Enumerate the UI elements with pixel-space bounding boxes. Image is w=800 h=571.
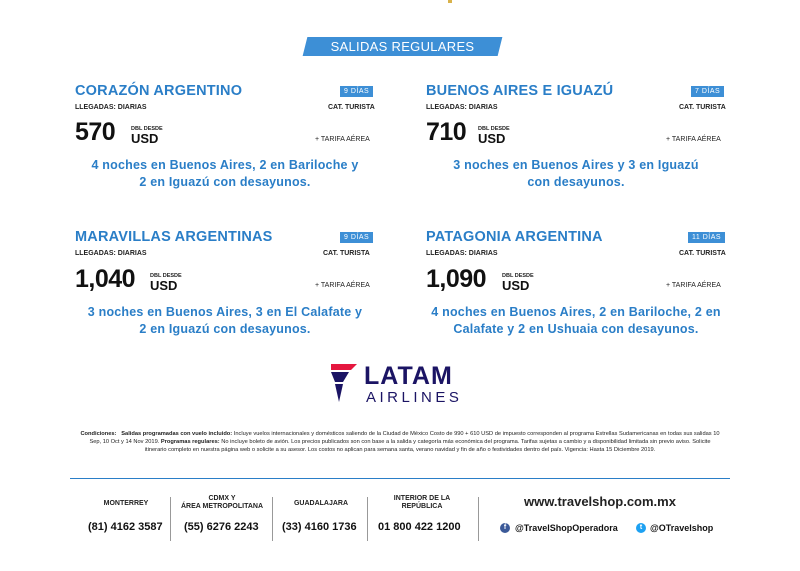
- contact-city: [86, 500, 166, 508]
- conditions-body: Incluye vuelos internacionales y domésticos saliendo de la Ciudad de México Costo de 990 + 610 USD de impuesto corresponden al programa Estrellas Sudamericanas en todas sus salidas 10 Sep, 10 Oct y 14 Nov 2019.: [89, 431, 720, 445]
- price-note: DBL DESDE: [478, 126, 510, 132]
- facebook-handle[interactable]: @TravelShopOperadora: [515, 523, 618, 533]
- top-decoration: [448, 0, 452, 3]
- conditions-label: Programas regulares:: [160, 439, 220, 445]
- days-badge: 9 DÍAS: [340, 86, 373, 97]
- package-title: PATAGONIA ARGENTINA: [426, 229, 603, 245]
- latam-logo-icon: [329, 362, 361, 404]
- airfare-note: + TARIFA AÉREA: [315, 282, 370, 289]
- column-divider: [367, 497, 368, 541]
- airfare-note: + TARIFA AÉREA: [666, 136, 721, 143]
- contact-phone[interactable]: (55) 6276 2243: [184, 521, 259, 533]
- contact-city-line: ÁREA METROPOLITANA: [180, 503, 264, 510]
- conditions-label: Salidas programadas con vuelo incluido:: [121, 431, 233, 437]
- description-line: 3 noches en Buenos Aires y 3 en Iguazú: [453, 158, 699, 172]
- days-badge: 9 DÍAS: [340, 232, 373, 243]
- price-value: 1,090: [426, 265, 487, 293]
- category-label: CAT. TURISTA: [679, 250, 726, 257]
- twitter-icon[interactable]: t: [636, 523, 646, 533]
- column-divider: [478, 497, 479, 541]
- price-note: DBL DESDE: [502, 273, 534, 279]
- package-title: CORAZÓN ARGENTINO: [75, 83, 243, 99]
- airlines-wordmark: AIRLINES: [366, 389, 463, 406]
- currency-label: USD: [502, 278, 530, 293]
- currency-label: USD: [131, 131, 159, 146]
- description-line: 4 noches en Buenos Aires, 2 en Bariloche, 2 en: [431, 305, 721, 319]
- description-line: con desayunos.: [527, 175, 625, 189]
- contact-phone[interactable]: 01 800 422 1200: [378, 521, 461, 533]
- arrivals-label: LLEGADAS: DIARIAS: [426, 104, 498, 111]
- currency-label: USD: [150, 278, 178, 293]
- contact-city: [176, 495, 268, 511]
- arrivals-label: LLEGADAS: DIARIAS: [75, 250, 147, 257]
- contact-phone[interactable]: (81) 4162 3587: [88, 521, 163, 533]
- footer-divider: [70, 478, 730, 479]
- website-link[interactable]: www.travelshop.com.mx: [524, 494, 676, 509]
- price-value: 570: [75, 118, 116, 146]
- category-label: CAT. TURISTA: [323, 250, 370, 257]
- description-line: 3 noches en Buenos Aires, 3 en El Calafate y: [87, 305, 363, 319]
- description-line: 2 en Iguazú con desayunos.: [139, 175, 311, 189]
- contact-city: [280, 500, 362, 508]
- column-divider: [170, 497, 171, 541]
- arrivals-label: LLEGADAS: DIARIAS: [75, 104, 147, 111]
- facebook-icon[interactable]: f: [500, 523, 510, 533]
- package-description: [75, 157, 375, 191]
- contact-city-line: GUADALAJARA: [293, 500, 349, 507]
- arrivals-label: LLEGADAS: DIARIAS: [426, 250, 498, 257]
- price-note: DBL DESDE: [150, 273, 182, 279]
- twitter-handle[interactable]: @OTravelshop: [650, 523, 714, 533]
- latam-wordmark: LATAM: [364, 362, 453, 390]
- package-description: [75, 304, 375, 338]
- category-label: CAT. TURISTA: [679, 104, 726, 111]
- package-title: BUENOS AIRES E IGUAZÚ: [426, 83, 614, 99]
- contact-city-line: MONTERREY: [103, 500, 149, 507]
- price-value: 710: [426, 118, 467, 146]
- conditions-text: [78, 430, 722, 454]
- contact-city: [378, 495, 466, 511]
- description-line: 4 noches en Buenos Aires, 2 en Bariloche y: [91, 158, 359, 172]
- price-value: 1,040: [75, 265, 136, 293]
- days-badge: 11 DÍAS: [688, 232, 725, 243]
- contact-city-line: CDMX Y: [208, 495, 236, 502]
- currency-label: USD: [478, 131, 506, 146]
- package-description: [420, 304, 732, 338]
- days-badge: 7 DÍAS: [691, 86, 724, 97]
- description-line: 2 en Iguazú con desayunos.: [139, 322, 311, 336]
- column-divider: [272, 497, 273, 541]
- package-title: MARAVILLAS ARGENTINAS: [75, 229, 273, 245]
- category-label: CAT. TURISTA: [328, 104, 375, 111]
- package-description: [426, 157, 726, 191]
- contact-phone[interactable]: (33) 4160 1736: [282, 521, 357, 533]
- airfare-note: + TARIFA AÉREA: [315, 136, 370, 143]
- description-line: Calafate y 2 en Ushuaia con desayunos.: [453, 322, 699, 336]
- banner-title: SALIDAS REGULARES: [330, 39, 475, 54]
- conditions-label: Condiciones:: [80, 431, 117, 437]
- airfare-note: + TARIFA AÉREA: [666, 282, 721, 289]
- price-note: DBL DESDE: [131, 126, 163, 132]
- conditions-body: No incluye boleto de avión. Los precios publicados son con base a la salida y categoría más económica del programa. Tarifas sujetas a cambio y a disponibilidad limitada sin previo aviso. Solicite itinerario completo en nuestra página web o solicite a su asesor. Los costos no aplican para semana santa, verano navidad y fin de año o festividades dentro del país. Vigencia: Hasta 15 Diciembre 2019.: [144, 439, 711, 453]
- contact-city-line: REPÚBLICA: [401, 503, 443, 510]
- contact-city-line: INTERIOR DE LA: [393, 495, 451, 502]
